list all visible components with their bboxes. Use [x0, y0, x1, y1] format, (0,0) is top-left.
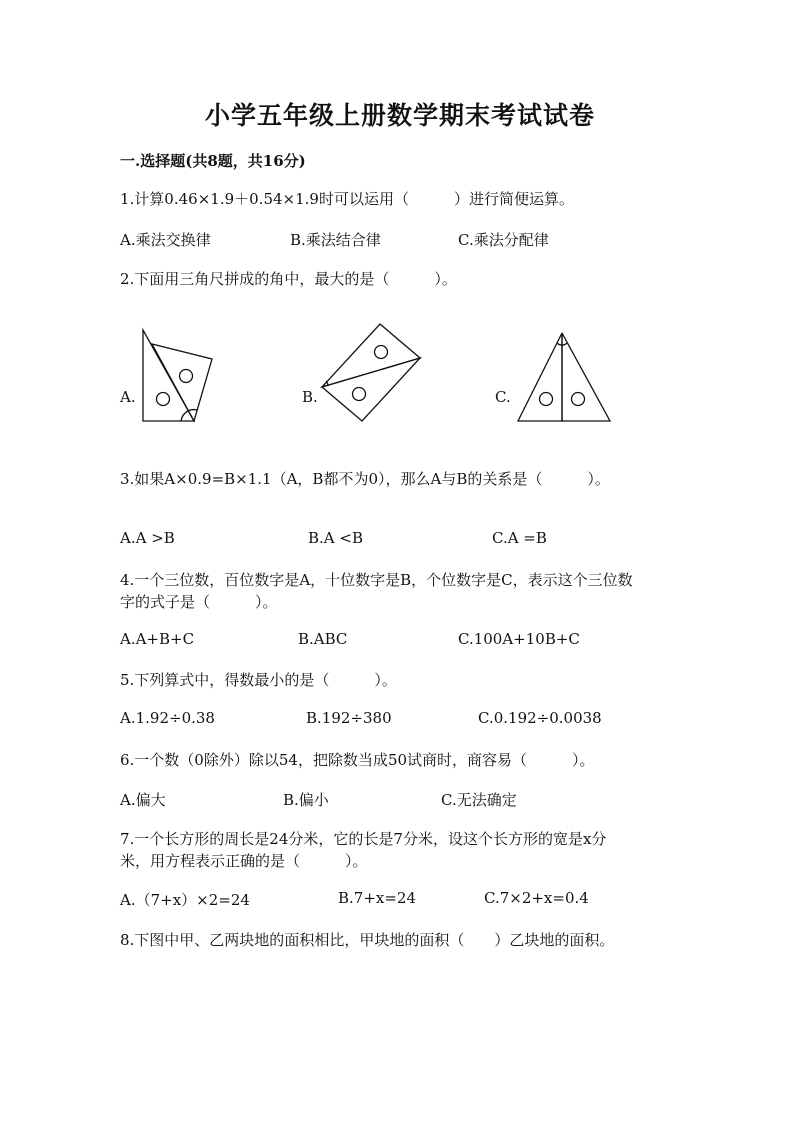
q2-option-b[interactable]: B.: [302, 388, 318, 406]
q5-option-b[interactable]: B.192÷380: [306, 709, 392, 727]
q6-option-b[interactable]: B.偏小: [283, 791, 329, 809]
q2-option-a[interactable]: A.: [120, 388, 136, 406]
triangle-figure-b: [318, 318, 428, 428]
question-5: 5.下列算式中，得数最小的是（ ）。: [120, 671, 397, 689]
question-7-line-1: 7.一个长方形的周长是24分米，它的长是7分米，设这个长方形的宽是x分: [120, 830, 607, 848]
q7-option-b[interactable]: B.7+x=24: [338, 889, 417, 907]
question-4-line-1: 4.一个三位数，百位数字是A，十位数字是B，个位数字是C，表示这个三位数: [120, 571, 633, 589]
section-heading: 一.选择题(共8题，共16分): [120, 152, 306, 170]
q4-option-b[interactable]: B.ABC: [298, 630, 348, 648]
q7-option-c[interactable]: C.7×2+x=0.4: [484, 889, 589, 907]
triangle-figure-a: [135, 322, 235, 432]
page-title: 小学五年级上册数学期末考试试卷: [204, 101, 595, 130]
question-2: 2.下面用三角尺拼成的角中，最大的是（ ）。: [120, 270, 457, 288]
question-4-line-2: 字的式子是（ ）。: [120, 593, 278, 611]
q1-option-a[interactable]: A.乘法交换律: [120, 231, 211, 249]
q3-option-a[interactable]: A.A >B: [120, 529, 175, 547]
question-3: 3.如果A×0.9=B×1.1（A，B都不为0），那么A与B的关系是（ ）。: [120, 470, 610, 488]
q7-option-a[interactable]: A.（7+x）×2=24: [120, 891, 250, 909]
question-6: 6.一个数（0除外）除以54，把除数当成50试商时，商容易（ ）。: [120, 751, 595, 769]
question-1: 1.计算0.46×1.9＋0.54×1.9时可以运用（ ）进行简便运算。: [120, 190, 574, 208]
triangle-figure-c: [514, 329, 624, 429]
q5-option-c[interactable]: C.0.192÷0.0038: [478, 709, 602, 727]
q6-option-c[interactable]: C.无法确定: [441, 791, 517, 809]
q4-option-a[interactable]: A.A+B+C: [120, 630, 195, 648]
q3-option-c[interactable]: C.A =B: [492, 529, 547, 547]
q1-option-c[interactable]: C.乘法分配律: [458, 231, 549, 249]
q6-option-a[interactable]: A.偏大: [120, 791, 166, 809]
question-8: 8.下图中甲、乙两块地的面积相比，甲块地的面积（ ）乙块地的面积。: [120, 931, 615, 949]
q4-option-c[interactable]: C.100A+10B+C: [458, 630, 580, 648]
question-7-line-2: 米，用方程表示正确的是（ ）。: [120, 852, 368, 870]
q3-option-b[interactable]: B.A <B: [308, 529, 363, 547]
q5-option-a[interactable]: A.1.92÷0.38: [120, 709, 215, 727]
q2-option-c[interactable]: C.: [495, 388, 511, 406]
q1-option-b[interactable]: B.乘法结合律: [290, 231, 381, 249]
